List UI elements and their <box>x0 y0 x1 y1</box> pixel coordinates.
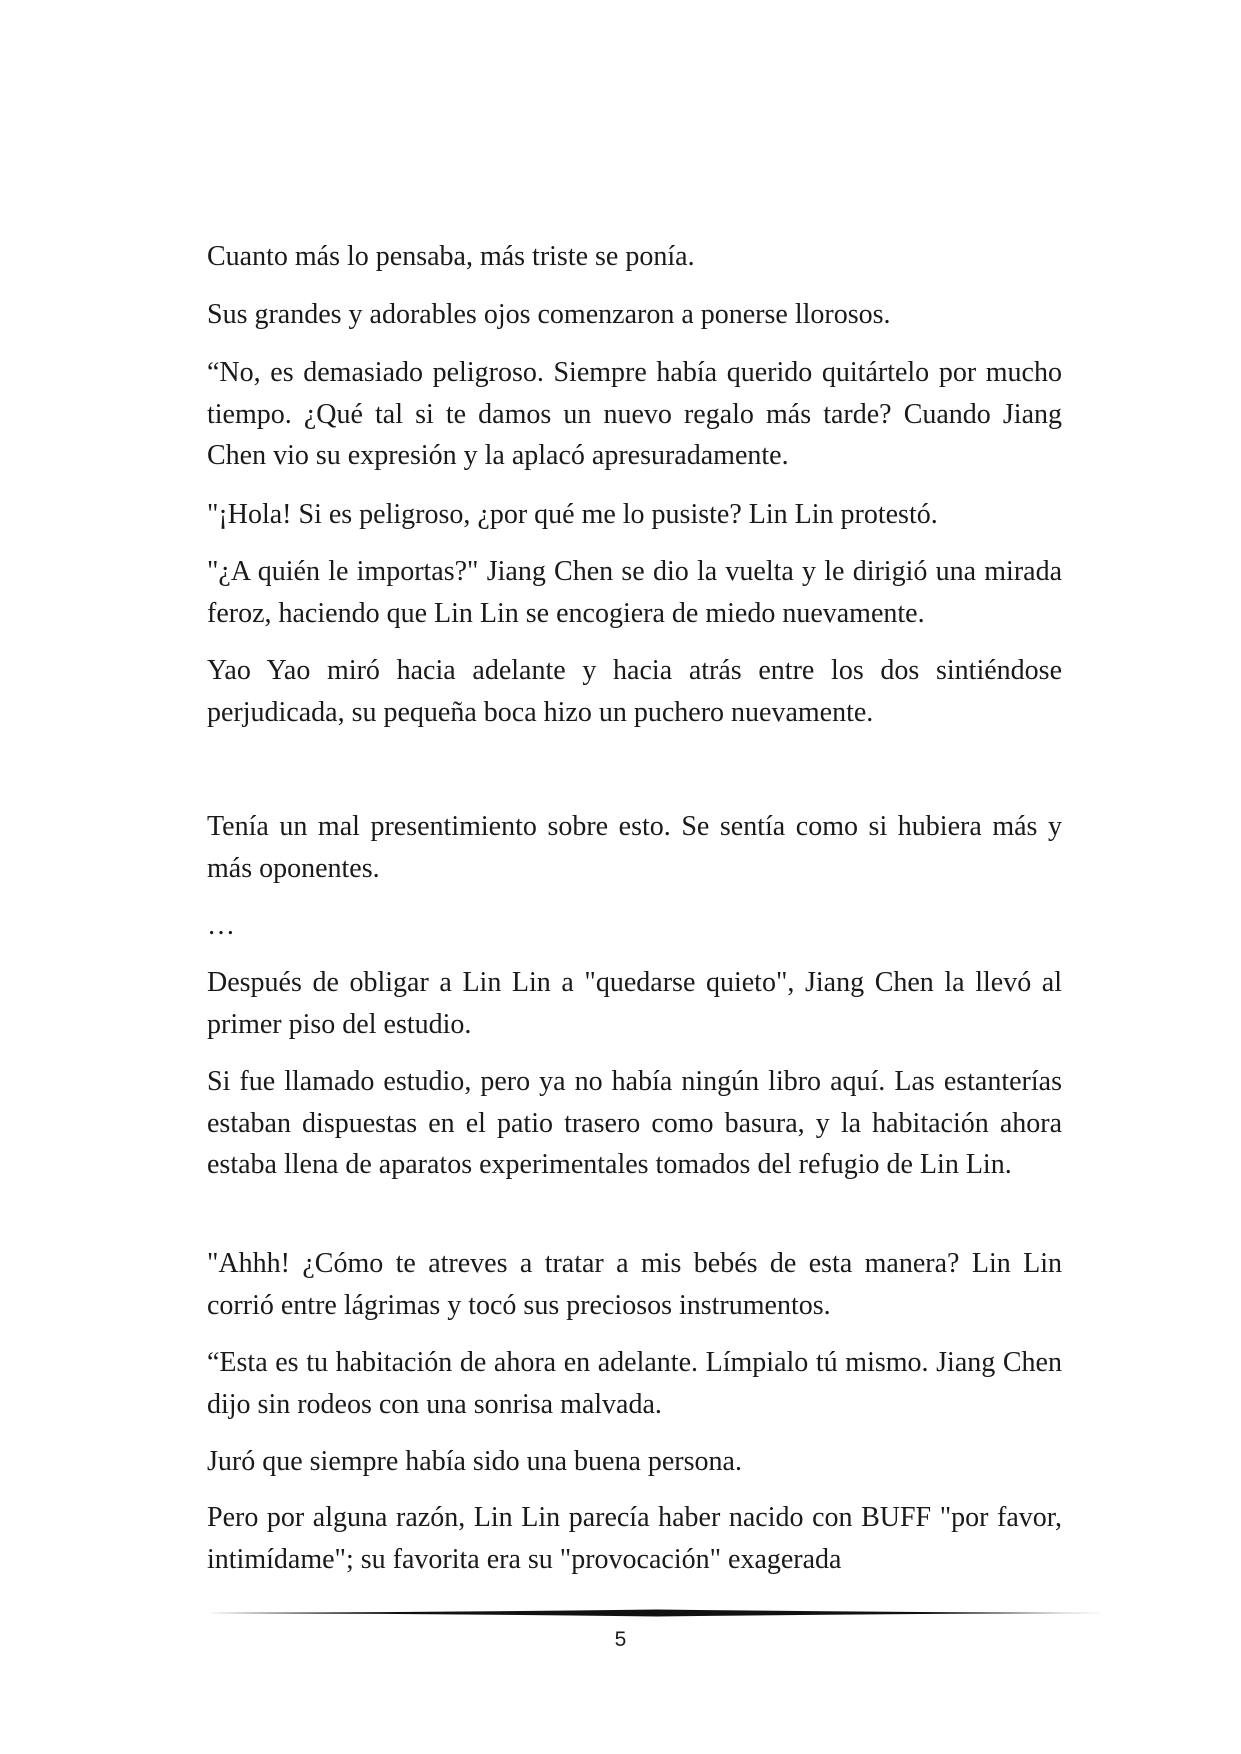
paragraph-14 <box>207 1497 1062 1580</box>
paragraph-2 <box>207 294 1062 336</box>
footer-divider <box>207 1608 1107 1618</box>
paragraph-5 <box>207 551 1062 634</box>
paragraph-text: Yao Yao miró hacia adelante y hacia atrás entre los dos sintiéndose perjudicada, su pequeña boca hizo un puchero nuevamente. <box>207 655 1062 728</box>
paragraph-13 <box>207 1441 1062 1483</box>
paragraph-text: “No, es demasiado peligroso. Siempre había querido quitártelo por mucho tiempo. ¿Qué tal si te damos un nuevo regalo más tarde? Cuando Jiang Chen vio su expresión y la aplacó apresuradamente. <box>207 357 1062 471</box>
paragraph-text: Si fue llamado estudio, pero ya no había ningún libro aquí. Las estanterías estaban dispuestas en el patio trasero como basura, y la habitación ahora estaba llena de aparatos experimentales tomados del refugio de Lin Lin. <box>207 1066 1062 1180</box>
paragraph-text: "¡Hola! Si es peligroso, ¿por qué me lo pusiste? Lin Lin protestó. <box>207 499 938 530</box>
paragraph-1 <box>207 236 1062 278</box>
paragraph-6 <box>207 650 1062 733</box>
paragraph-3 <box>207 352 1062 477</box>
paragraph-text: Tenía un mal presentimiento sobre esto. Se sentía como si hubiera más y más oponentes. <box>207 811 1062 884</box>
paragraph-10 <box>207 1061 1062 1186</box>
paragraph-11 <box>207 1243 1062 1326</box>
paragraph-text: "Ahhh! ¿Cómo te atreves a tratar a mis bebés de esta manera? Lin Lin corrió entre lágrimas y tocó sus preciosos instrumentos. <box>207 1248 1062 1321</box>
page-number: 5 <box>614 1628 627 1651</box>
paragraph-text: … <box>207 910 235 941</box>
paragraph-9 <box>207 962 1062 1045</box>
paragraph-12 <box>207 1342 1062 1425</box>
paragraph-text: Pero por alguna razón, Lin Lin parecía haber nacido con BUFF "por favor, intimídame"; su favorita era su "provocación" exagerada <box>207 1502 1062 1575</box>
paragraph-text: Juró que siempre había sido una buena persona. <box>207 1446 742 1477</box>
paragraph-7 <box>207 806 1062 889</box>
paragraph-text: “Esta es tu habitación de ahora en adelante. Límpialo tú mismo. Jiang Chen dijo sin rodeos con una sonrisa malvada. <box>207 1347 1062 1420</box>
paragraph-text: Después de obligar a Lin Lin a "quedarse quieto", Jiang Chen la llevó al primer piso del estudio. <box>207 967 1062 1040</box>
paragraph-text: Sus grandes y adorables ojos comenzaron a ponerse llorosos. <box>207 299 891 330</box>
paragraph-text: Cuanto más lo pensaba, más triste se ponía. <box>207 241 695 272</box>
paragraph-4 <box>207 494 1062 536</box>
paragraph-text: "¿A quién le importas?" Jiang Chen se dio la vuelta y le dirigió una mirada feroz, haciendo que Lin Lin se encogiera de miedo nuevamente. <box>207 556 1062 629</box>
paragraph-8 <box>207 905 1062 947</box>
